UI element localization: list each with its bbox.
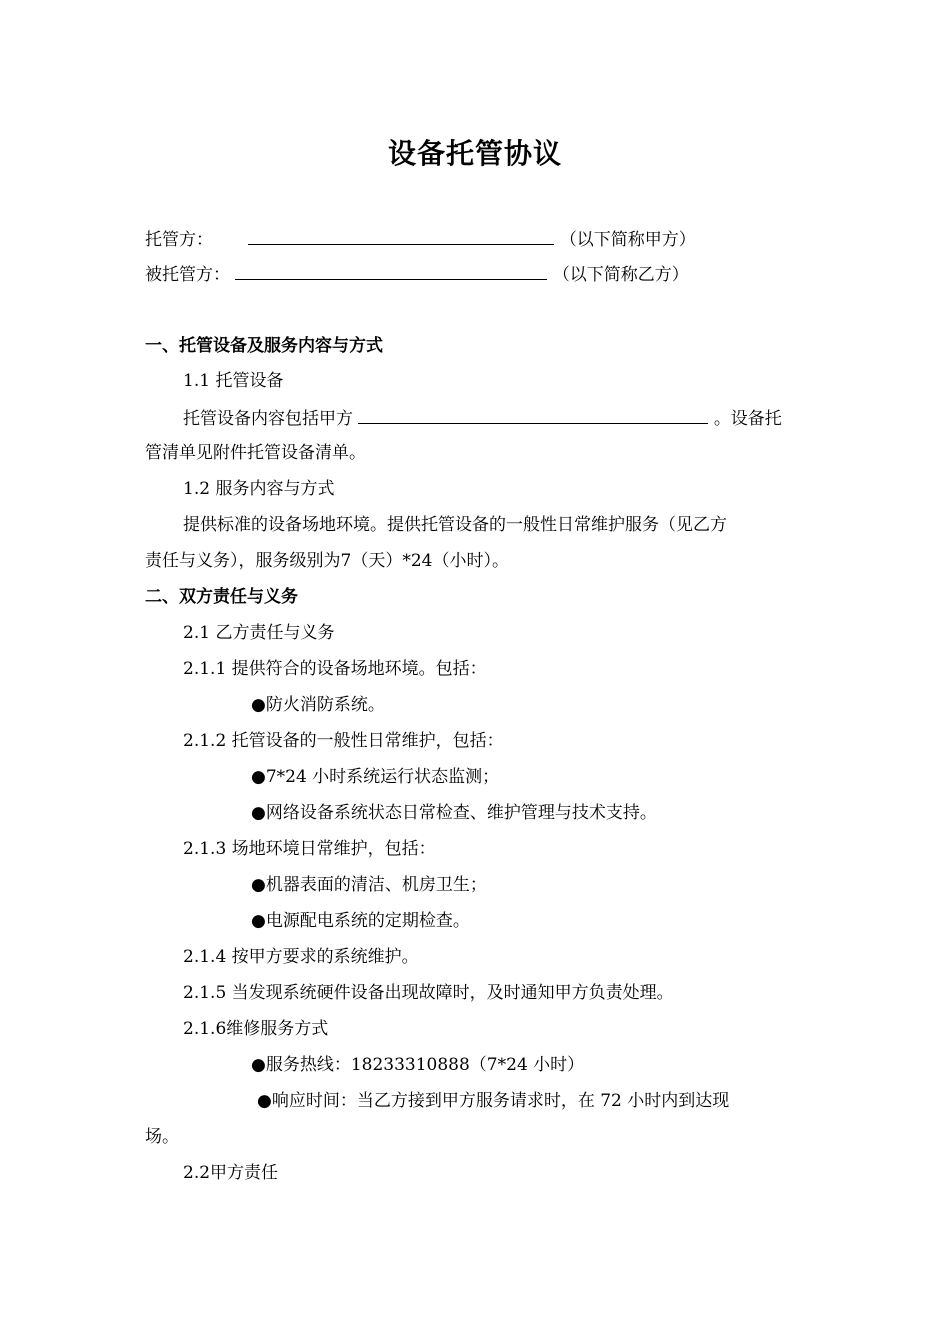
section-1-heading: 一、托管设备及服务内容与方式: [145, 336, 383, 356]
clause-1-2-text-line1: 提供标准的设备场地环境。提供托管设备的一般性日常维护服务（见乙方: [183, 515, 727, 535]
item-2-1-3-bullet-1: ●机器表面的清洁、机房卫生；: [251, 875, 487, 895]
item-2-1-2-bullet-1: ●7*24 小时系统运行状态监测；: [251, 767, 500, 787]
item-2-1-5: 2.1.5 当发现系统硬件设备出现故障时，及时通知甲方负责处理。: [183, 983, 674, 1003]
party-a-suffix: （以下简称甲方）: [559, 230, 696, 250]
equipment-blank[interactable]: [358, 405, 708, 424]
item-2-1-6-bullet-1: ●服务热线：18233310888（7*24 小时）: [251, 1055, 585, 1075]
item-2-1-6: 2.1.6维修服务方式: [183, 1019, 329, 1039]
clause-2-1-label: 2.1 乙方责任与义务: [183, 623, 335, 643]
item-2-1-3-bullet-2: ●电源配电系统的定期检查。: [251, 911, 470, 931]
item-2-1-3: 2.1.3 场地环境日常维护，包括：: [183, 839, 436, 859]
item-2-1-6-bullet-2-cont: 场。: [145, 1127, 179, 1147]
party-b-line: [145, 261, 689, 287]
clause-1-1-text-line1: [183, 405, 782, 431]
item-2-1-2-bullet-2: ●网络设备系统状态日常检查、维护管理与技术支持。: [251, 803, 657, 823]
party-a-label: 托管方：: [145, 230, 213, 250]
clause-1-1-text-a: 托管设备内容包括甲方: [183, 409, 353, 429]
party-b-blank[interactable]: [235, 261, 547, 280]
item-2-1-1: 2.1.1 提供符合的设备场地环境。包括：: [183, 659, 487, 679]
document-title: 设备托管协议: [387, 137, 562, 170]
party-b-suffix: （以下简称乙方）: [552, 265, 689, 285]
section-2-heading: 二、双方责任与义务: [145, 587, 298, 607]
clause-1-1-label: 1.1 托管设备: [183, 371, 284, 391]
clause-2-2-label: 2.2甲方责任: [183, 1163, 279, 1183]
party-a-blank[interactable]: [248, 226, 554, 245]
item-2-1-1-bullet-1: ●防火消防系统。: [251, 695, 385, 715]
clause-1-1-text-line2: 管清单见附件托管设备清单。: [145, 443, 366, 463]
item-2-1-6-bullet-2: ●响应时间：当乙方接到甲方服务请求时，在 72 小时内到达现: [257, 1091, 730, 1111]
party-a-line: [145, 226, 696, 252]
item-2-1-2: 2.1.2 托管设备的一般性日常维护，包括：: [183, 731, 504, 751]
clause-1-2-label: 1.2 服务内容与方式: [183, 479, 335, 499]
clause-1-2-text-line2: 责任与义务），服务级别为7（天）*24（小时）。: [145, 551, 509, 571]
clause-1-1-text-b: 。设备托: [713, 409, 782, 429]
item-2-1-4: 2.1.4 按甲方要求的系统维护。: [183, 947, 419, 967]
party-b-label: 被托管方：: [145, 265, 230, 285]
